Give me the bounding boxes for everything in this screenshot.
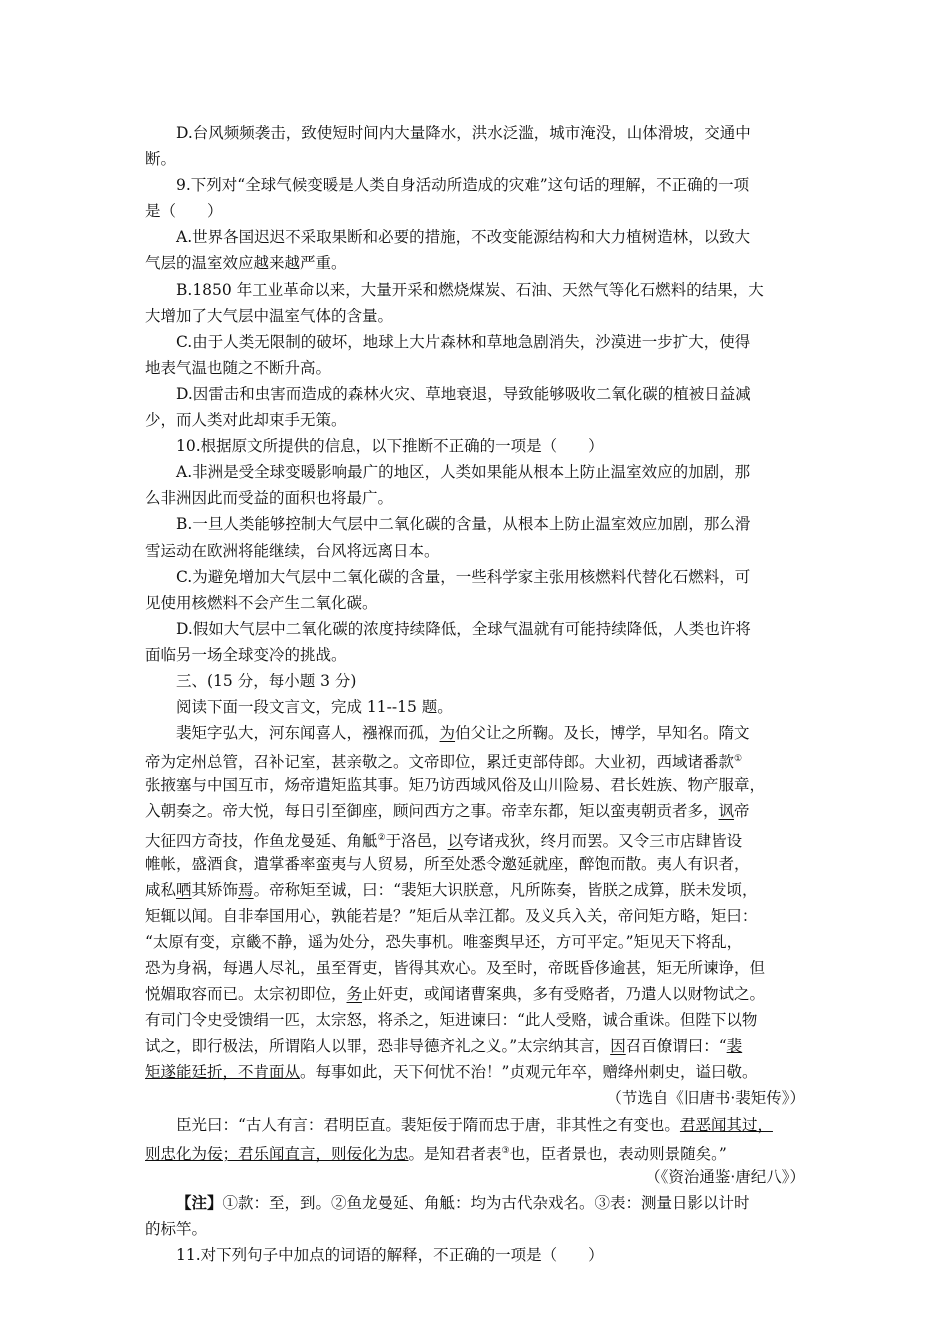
marked-word: 以 [447, 831, 464, 850]
text-line: 少，而人类对此却束手无策。 [145, 411, 347, 430]
passage-line: 有司门令史受馈绢一匹，太宗怒，将杀之，矩进谏曰：“此人受赂，诚合重诛。但陛下以物 [145, 1011, 758, 1030]
passage-line: 帝为定州总管，召补记室，甚亲敬之。文帝即位，累迁吏部侍郎。大业初，西域诸番款① [145, 753, 743, 772]
commentary-line: 臣光曰：“古人有言：君明臣直。裴矩佞于隋而忠于唐，非其性之有变也。君恶闻其过， [176, 1115, 773, 1134]
marked-word: 为 [439, 724, 456, 743]
passage-line: 咸私哂其矫饰焉。帝称矩至诚，曰：“裴矩大识朕意，凡所陈奏，皆朕之成算，朕未发顷， [145, 880, 758, 899]
text-line: 大增加了大气层中温室气体的含量。 [145, 306, 394, 325]
underlined-sentence: 君恶闻其过， [679, 1115, 773, 1134]
passage-line: 矩遂能廷折，不肯面从。每事如此，天下何忧不治！”贞观元年卒，赠绛州刺史，谥曰敬。 [145, 1063, 758, 1082]
passage-line: 试之，即行极法，所谓陷人以罪，恐非导德齐礼之义。”太宗纳其言，因召百僚谓曰：“裴 [145, 1037, 743, 1056]
passage-line: 恐为身祸，每遇人尽礼，虽至胥吏，皆得其欢心。及至时，帝既昏侈逾甚，矩无所谏诤，但 [145, 959, 766, 977]
instruction: 阅读下面一段文言文，完成 11--15 题。 [176, 698, 453, 717]
option-c: C.为避免增加大气层中二氧化碳的含量，一些科学家主张用核燃料代替化石燃料，可 [176, 567, 751, 586]
notes: 【注】①款：至，到。②鱼龙曼延、角觝：均为古代杂戏名。③表：测量日影以计时 [176, 1192, 750, 1212]
underlined-sentence: 则忠化为佞；君乐闻直言，则佞化为忠 [145, 1144, 409, 1163]
text-line: 是（ ） [145, 202, 223, 221]
underlined-sentence: 矩遂能廷折，不肯面从 [145, 1063, 301, 1082]
marked-word: 务 [346, 985, 363, 1004]
option-c: C.由于人类无限制的破坏，地球上大片森林和草地急剧消失，沙漠进一步扩大，使得 [176, 332, 751, 351]
passage-line: 悦媚取容而已。太宗初即位，务止奸吏，或闻诸曹案典，多有受赂者，乃遣人以财物试之。 [145, 985, 766, 1004]
passage-line: “太原有变，京畿不静，遥为处分，恐失事机。唯銮舆早还，方可平定。”矩见天下将乱， [145, 932, 743, 951]
text-line: 气层的温室效应越来越严重。 [145, 254, 347, 273]
source-citation: （《资治通鉴·唐纪八》） [645, 1167, 805, 1186]
option-b: B.一旦人类能够控制大气层中二氧化碳的含量，从根本上防止温室效应加剧，那么滑 [176, 515, 751, 534]
note-label: 【注】 [176, 1192, 223, 1212]
passage-line: 大征四方奇技，作鱼龙曼延、角觝②于洛邑，以夸诸戎狄，终月而罢。又令三市店肆皆设 [145, 831, 743, 850]
option-a: A.非洲是受全球变暖影响最广的地区，人类如果能从根本上防止温室效应的加剧，那 [176, 463, 751, 482]
footnote-marker: ② [377, 832, 386, 843]
passage-line: 帷帐，盛酒食，遣掌番率蛮夷与人贸易，所至处悉令邀延就座，醉饱而散。夷人有识者， [145, 854, 750, 873]
text-line: 么非洲因此而受益的面积也将最广。 [145, 489, 394, 508]
passage-line: 入朝奏之。帝大悦，每日引至御座，顾问西方之事。帝幸东都，矩以蛮夷朝贡者多，讽帝 [145, 802, 750, 821]
passage-line: 裴矩字弘大，河东闻喜人，襁褓而孤，为伯父让之所鞠。及长，博学，早知名。隋文 [176, 724, 750, 743]
text-line: D.台风频频袭击，致使短时间内大量降水，洪水泛滥，城市淹没，山体滑坡，交通中 [176, 124, 751, 142]
section-heading: 三、(15 分，每小题 3 分) [176, 671, 357, 690]
text-line: 断。 [145, 150, 177, 169]
source-citation: （节选自《旧唐书·裴矩传》） [606, 1089, 805, 1108]
text-line: 见使用核燃料不会产生二氧化碳。 [145, 593, 378, 612]
marked-word: 哂 [176, 880, 192, 899]
question-10: 10.根据原文所提供的信息，以下推断不正确的一项是（ ） [176, 437, 604, 456]
underlined-sentence: 裴 [726, 1037, 743, 1056]
passage-line: 张掖塞与中国互市，炀帝遣矩监其事。矩乃访西域风俗及山川险易、君长姓族、物产服章， [145, 776, 766, 795]
text-line: 地表气温也随之不断升高。 [145, 358, 332, 377]
text-line: 雪运动在欧洲将能继续，台风将远离日本。 [145, 541, 440, 560]
notes: 的标竿。 [145, 1219, 208, 1238]
question-9: 9.下列对“全球气候变暖是人类自身活动所造成的灾难”这句话的理解，不正确的一项 [176, 176, 750, 195]
footnote-marker: ③ [501, 1145, 510, 1156]
option-b: B.1850 年工业革命以来，大量开采和燃烧煤炭、石油、天然气等化石燃料的结果，大 [176, 280, 764, 299]
marked-word: 焉 [238, 880, 254, 899]
footnote-marker: ① [734, 754, 743, 765]
marked-word: 因 [610, 1037, 626, 1056]
text-line: 面临另一场全球变冷的挑战。 [145, 645, 347, 664]
option-a: A.世界各国迟迟不采取果断和必要的措施，不改变能源结构和大力植树造林，以致大 [176, 228, 751, 247]
document-page [145, 120, 805, 1268]
question-11: 11.对下列句子中加点的词语的解释，不正确的一项是（ ） [176, 1246, 604, 1265]
commentary-line: 则忠化为佞；君乐闻直言，则佞化为忠。是知君者表③也，臣者景也，表动则景随矣。” [145, 1144, 727, 1163]
passage-line: 矩辄以闻。自非奉国用心，孰能若是？”矩后从幸江都。及义兵入关，帝问矩方略，矩曰： [145, 906, 758, 925]
marked-word: 讽 [718, 802, 735, 821]
option-d: D.假如大气层中二氧化碳的浓度持续降低，全球气温就有可能持续降低，人类也许将 [176, 619, 751, 638]
option-d: D.因雷击和虫害而造成的森林火灾、草地衰退，导致能够吸收二氧化碳的植被日益减 [176, 384, 751, 403]
